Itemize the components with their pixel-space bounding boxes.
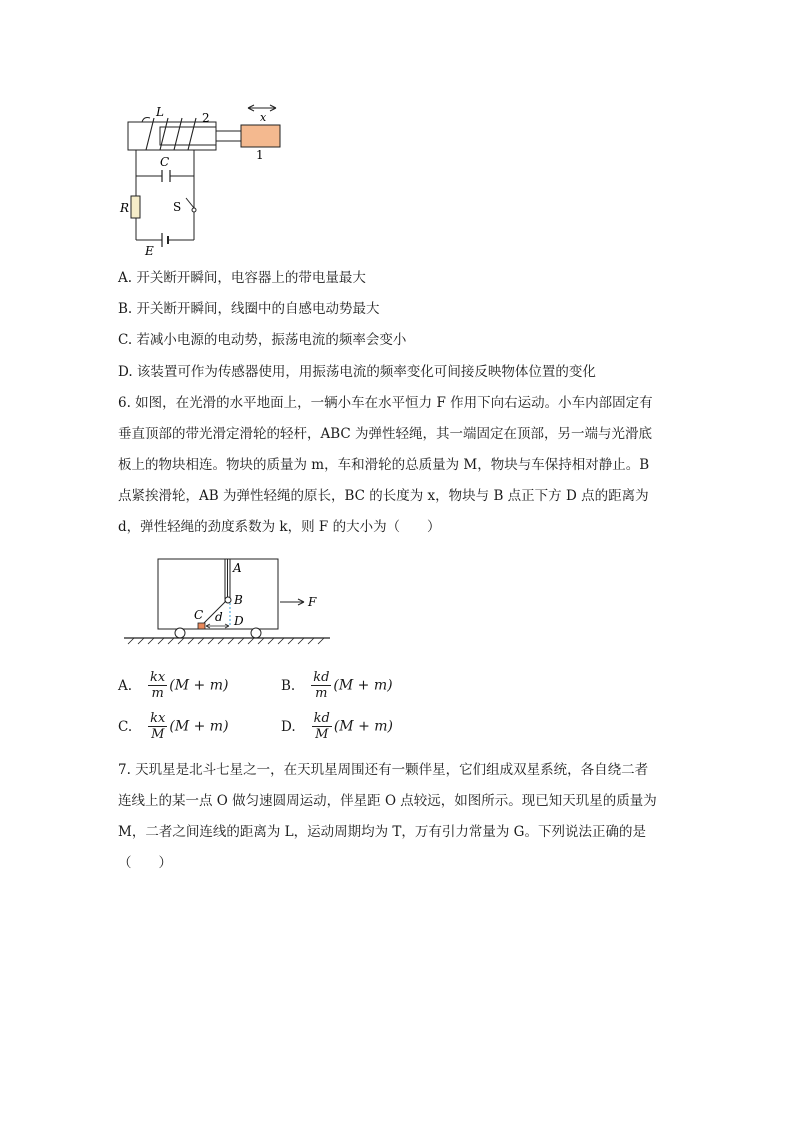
q5-option-a: A. 开关断开瞬间，电容器上的带电量最大 [118,270,366,286]
option-label: A. [118,677,133,694]
expr-tail: (M + m) [333,677,393,694]
q5-option-c: C. 若减小电源的电动势，振荡电流的频率会变小 [118,332,407,348]
switch-s [186,198,194,208]
wheel [175,628,185,638]
fraction: $\frac{kd}{m}$ [313,670,330,701]
q6-line-5: d，弹性轻绳的劲度系数为 k，则 F 的大小为（ ） [118,519,441,535]
wheel [251,628,261,638]
q7-line-3: M，二者之间连线的距离为 L，运动周期均为 T，万有引力常量为 G。下列说法正确的是 [118,824,646,840]
option-label: D. [281,718,296,735]
label-S: S [173,200,182,214]
pulley [225,597,231,603]
label-L: L [156,105,164,119]
label-1: 1 [256,148,264,162]
expr-tail: (M + m) [169,677,229,694]
resistor [131,196,140,218]
label-F: F [308,595,317,609]
label-A: A [233,561,242,575]
q6-option-d [281,711,393,742]
q6-line-1: 6. 如图，在光滑的水平地面上，一辆小车在水平恒力 F 作用下向右运动。小车内部固定有 [118,395,653,411]
q5-option-b: B. 开关断开瞬间，线圈中的自感电动势最大 [118,301,380,317]
q6-line-2: 垂直顶部的带光滑定滑轮的轻杆，ABC 为弹性轻绳，其一端固定在顶部，另一端与光滑底 [118,426,653,442]
label-d: d [215,610,223,624]
lc-circuit-figure [110,100,300,260]
q6-option-c [118,711,229,742]
fraction: $\frac{kd}{M}$ [313,711,330,742]
rod [216,131,241,141]
option-label: B. [281,677,296,694]
fraction: $\frac{kx}{M}$ [150,711,166,742]
ground-hatch [128,638,324,644]
q6-line-3: 板上的物块相连。物块的质量为 m，车和滑轮的总质量为 M，物块与车保持相对静止。B [118,457,650,473]
fraction: $\frac{kx}{m}$ [150,670,166,701]
label-C: C [160,155,170,169]
q7-line-1: 7. 天玑星是北斗七星之一，在天玑星周围还有一颗伴星，它们组成双星系统，各自绕二者 [118,762,649,778]
q7-line-2: 连线上的某一点 O 做匀速圆周运动，伴星距 O 点较远，如图所示。现已知天玑星的质量为 [118,793,657,809]
q5-option-d: D. 该装置可作为传感器使用，用振荡电流的频率变化可间接反映物体位置的变化 [118,364,596,380]
option-label: C. [118,718,133,735]
label-R: R [120,201,130,215]
cart-figure [118,555,338,645]
q7-line-4: （ ） [118,855,172,871]
label-B: B [234,593,243,607]
q6-option-b [281,670,393,701]
iron-core [160,127,216,145]
movable-block [241,125,280,147]
coil-tube [128,122,216,150]
q6-option-a [118,670,228,701]
expr-tail: (M + m) [333,718,394,735]
label-x: x [260,111,267,124]
expr-tail: (M + m) [169,718,229,735]
label-2: 2 [202,111,210,125]
label-C: C [194,608,204,622]
label-D: D [234,614,244,628]
block [198,623,205,629]
label-E: E [145,244,154,258]
q6-line-4: 点紧挨滑轮，AB 为弹性轻绳的原长，BC 的长度为 x，物块与 B 点正下方 D 点的距离为 [118,488,649,504]
